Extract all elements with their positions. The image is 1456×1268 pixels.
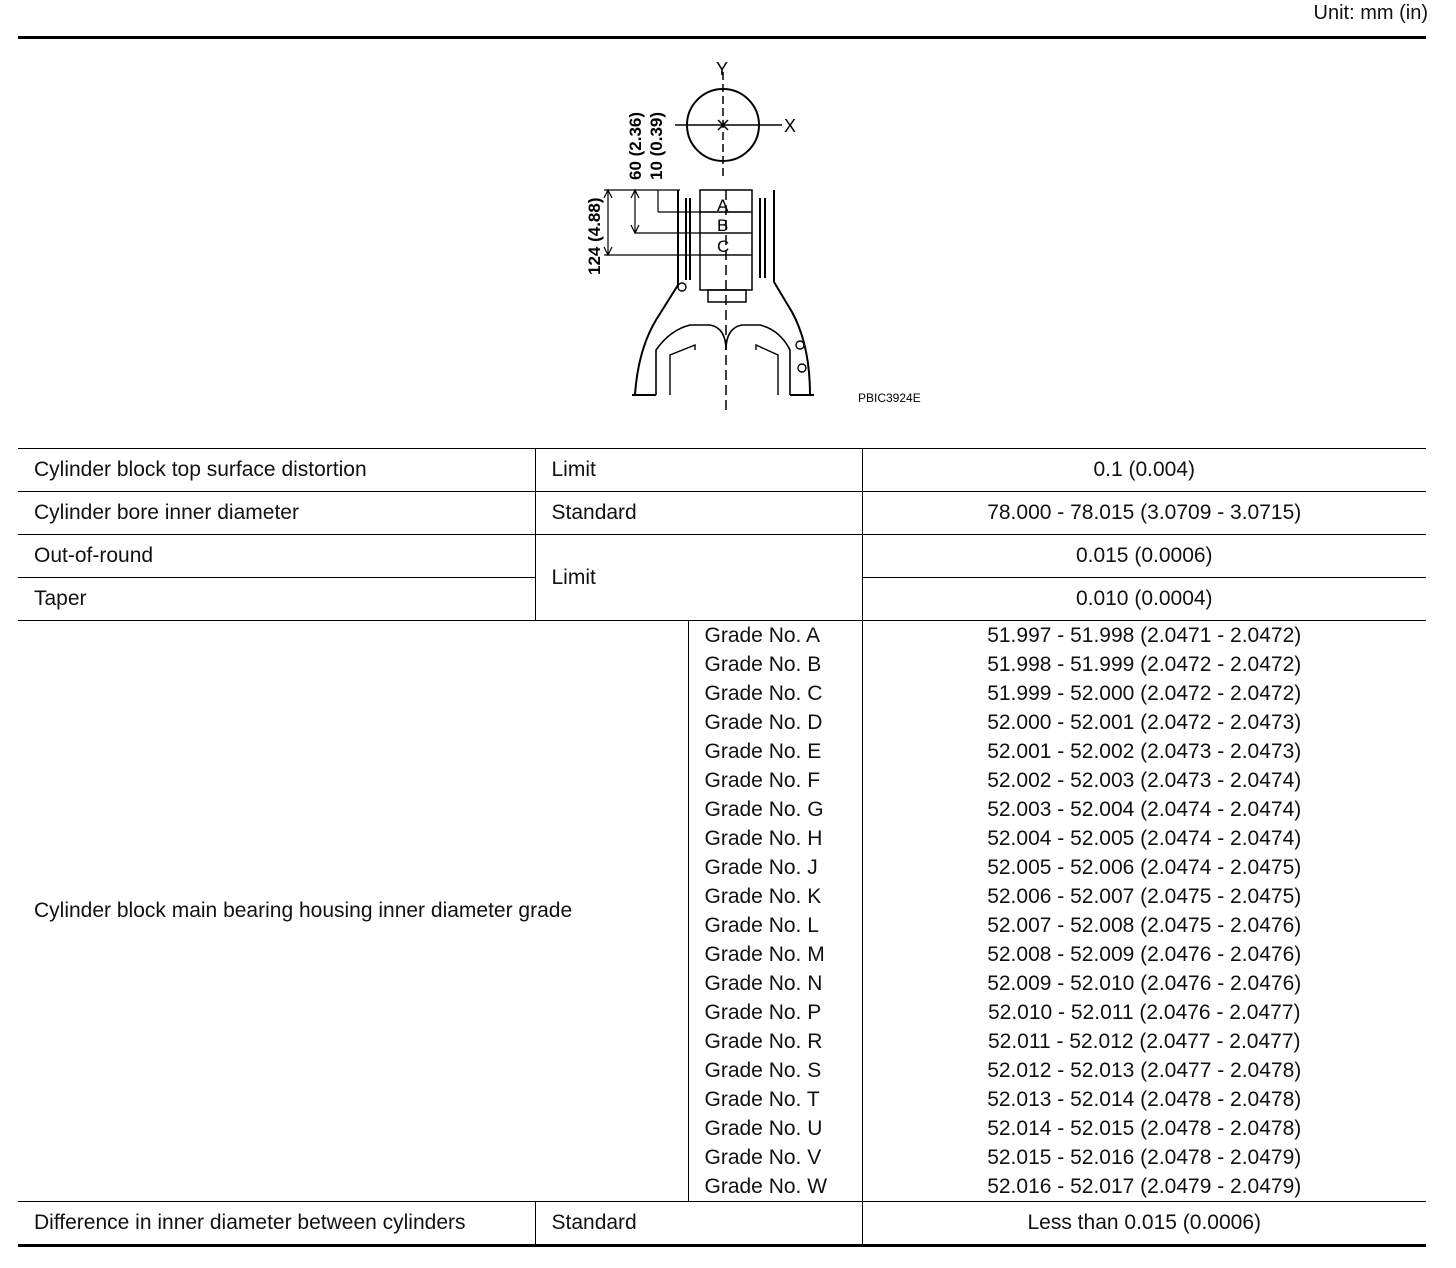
item-label: Difference in inner diameter between cylinders	[18, 1202, 535, 1246]
kind-label: Standard	[535, 1202, 862, 1246]
value-cell: Less than 0.015 (0.0006)	[862, 1202, 1426, 1246]
item-label: Cylinder bore inner diameter	[18, 492, 535, 535]
item-label: Taper	[18, 578, 535, 621]
grade-value: 52.013 - 52.014 (2.0478 - 2.0478)	[862, 1085, 1426, 1114]
grade-row	[18, 621, 1426, 651]
table-row	[18, 492, 1426, 535]
grade-value: 52.014 - 52.015 (2.0478 - 2.0478)	[862, 1114, 1426, 1143]
grade-label: Grade No. A	[688, 621, 862, 651]
cylinder-block-diagram	[560, 50, 960, 420]
item-label: Cylinder block top surface distortion	[18, 449, 535, 492]
table-row	[18, 1202, 1426, 1246]
grade-label: Grade No. E	[688, 737, 862, 766]
grade-label: Grade No. W	[688, 1172, 862, 1202]
grade-value: 52.016 - 52.017 (2.0479 - 2.0479)	[862, 1172, 1426, 1202]
grade-value: 52.003 - 52.004 (2.0474 - 2.0474)	[862, 795, 1426, 824]
top-rule	[18, 36, 1426, 39]
grade-label: Grade No. D	[688, 708, 862, 737]
grade-label: Grade No. S	[688, 1056, 862, 1085]
figure-code: PBIC3924E	[858, 391, 921, 405]
grade-value: 52.005 - 52.006 (2.0474 - 2.0475)	[862, 853, 1426, 882]
grade-value: 52.011 - 52.012 (2.0477 - 2.0477)	[862, 1027, 1426, 1056]
value-cell: 78.000 - 78.015 (3.0709 - 3.0715)	[862, 492, 1426, 535]
unit-label: Unit: mm (in)	[1313, 2, 1428, 24]
kind-label: Limit	[535, 449, 862, 492]
table-row	[18, 449, 1426, 492]
grade-label: Grade No. F	[688, 766, 862, 795]
point-c-label: C	[717, 237, 730, 256]
grade-label: Grade No. N	[688, 969, 862, 998]
dimension-10-label: 10 (0.39)	[647, 111, 666, 180]
grade-label: Grade No. G	[688, 795, 862, 824]
axis-x-label: X	[784, 116, 797, 136]
grade-value: 51.998 - 51.999 (2.0472 - 2.0472)	[862, 650, 1426, 679]
grade-value: 52.001 - 52.002 (2.0473 - 2.0473)	[862, 737, 1426, 766]
grade-value: 51.999 - 52.000 (2.0472 - 2.0472)	[862, 679, 1426, 708]
grade-value: 52.015 - 52.016 (2.0478 - 2.0479)	[862, 1143, 1426, 1172]
table-row	[18, 535, 1426, 578]
grade-label: Grade No. H	[688, 824, 862, 853]
bore-top-view	[675, 72, 782, 178]
kind-label: Limit	[535, 535, 862, 621]
value-cell: 0.010 (0.0004)	[862, 578, 1426, 621]
kind-label: Standard	[535, 492, 862, 535]
grade-value: 52.000 - 52.001 (2.0472 - 2.0473)	[862, 708, 1426, 737]
grade-label: Grade No. P	[688, 998, 862, 1027]
point-b-label: B	[717, 216, 729, 235]
value-cell: 0.015 (0.0006)	[862, 535, 1426, 578]
grade-value: 52.008 - 52.009 (2.0476 - 2.0476)	[862, 940, 1426, 969]
grade-label: Grade No. C	[688, 679, 862, 708]
grade-value: 52.002 - 52.003 (2.0473 - 2.0474)	[862, 766, 1426, 795]
grade-value: 52.006 - 52.007 (2.0475 - 2.0475)	[862, 882, 1426, 911]
grade-label: Grade No. V	[688, 1143, 862, 1172]
grade-value: 51.997 - 51.998 (2.0471 - 2.0472)	[862, 621, 1426, 651]
grade-label: Grade No. J	[688, 853, 862, 882]
grade-label: Grade No. K	[688, 882, 862, 911]
grade-label: Grade No. T	[688, 1085, 862, 1114]
grade-value: 52.010 - 52.011 (2.0476 - 2.0477)	[862, 998, 1426, 1027]
grade-label: Grade No. M	[688, 940, 862, 969]
grade-value: 52.004 - 52.005 (2.0474 - 2.0474)	[862, 824, 1426, 853]
grade-label: Grade No. L	[688, 911, 862, 940]
point-a-label: A	[717, 196, 729, 215]
grade-value: 52.007 - 52.008 (2.0475 - 2.0476)	[862, 911, 1426, 940]
spec-table	[18, 448, 1426, 1247]
grade-label: Grade No. R	[688, 1027, 862, 1056]
dimension-60-label: 60 (2.36)	[626, 111, 645, 180]
grade-value: 52.012 - 52.013 (2.0477 - 2.0478)	[862, 1056, 1426, 1085]
item-label: Out-of-round	[18, 535, 535, 578]
grade-label: Grade No. U	[688, 1114, 862, 1143]
item-label: Cylinder block main bearing housing inner diameter grade	[18, 621, 688, 1202]
cylinder-block-figure	[560, 50, 960, 420]
axis-y-label: Y	[716, 59, 729, 79]
grade-value: 52.009 - 52.010 (2.0476 - 2.0476)	[862, 969, 1426, 998]
grade-label: Grade No. B	[688, 650, 862, 679]
value-cell: 0.1 (0.004)	[862, 449, 1426, 492]
dimension-124-label: 124 (4.88)	[585, 197, 604, 275]
